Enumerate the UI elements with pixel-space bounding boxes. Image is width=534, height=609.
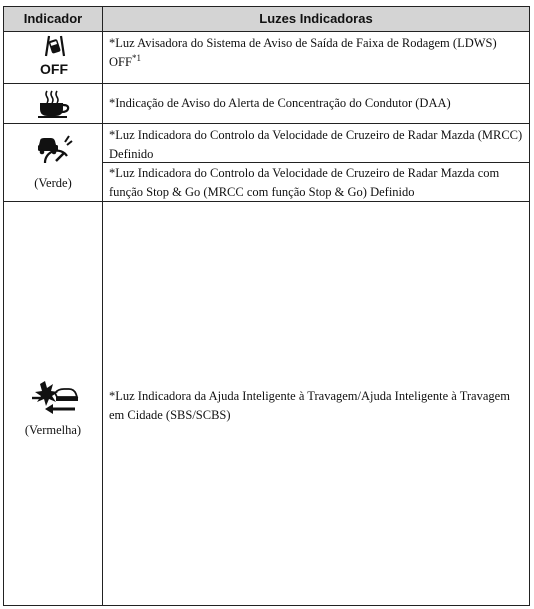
description-text: Indicação de Aviso do Alerta de Concentração do Condutor (DAA)	[115, 96, 451, 110]
description-text: Luz Indicadora da Ajuda Inteligente à Travagem/Ajuda Inteligente à Travagem em Cidade (SBS/SCBS)	[109, 389, 510, 422]
table-header	[4, 7, 529, 32]
svg-text:OFF: OFF	[40, 61, 68, 77]
indicator-cell	[4, 124, 103, 201]
coffee-cup-icon	[37, 89, 71, 119]
indicator-color-caption: (Verde)	[34, 176, 72, 190]
list-item	[103, 163, 529, 202]
radar-cruise-icon	[37, 134, 73, 164]
header-indicator: Indicador	[4, 7, 103, 31]
lane-departure-off-icon	[40, 34, 68, 78]
description-text: Luz Avisadora do Sistema de Aviso de Saída de Faixa de Rodagem (LDWS) OFF	[109, 36, 497, 69]
header-indicator-lights: Luzes Indicadoras	[259, 11, 373, 26]
smart-brake-support-icon	[31, 380, 79, 416]
indicator-cell	[4, 202, 103, 605]
indicator-cell	[4, 84, 103, 123]
indicator-cell	[4, 31, 103, 83]
asterisk-mark: *	[109, 128, 116, 142]
list-item	[103, 124, 529, 163]
description-cell	[103, 31, 529, 83]
table-row	[4, 84, 529, 124]
description-cell	[103, 124, 529, 201]
indicator-color-caption: (Vermelha)	[24, 423, 82, 437]
indicator-table	[3, 6, 530, 606]
description-cell	[103, 84, 529, 123]
asterisk-mark: *	[109, 96, 116, 110]
asterisk-mark: *	[109, 389, 116, 403]
description-text: Luz Indicadora do Controlo da Velocidade de Cruzeiro de Radar Mazda com função Stop & Go (MRCC com função Stop & Go) Definido	[109, 166, 500, 199]
table-row	[4, 202, 529, 605]
table-row	[4, 31, 529, 84]
asterisk-mark: *	[109, 166, 116, 180]
asterisk-mark: *	[109, 36, 116, 50]
description-text: Luz Indicadora do Controlo da Velocidade de Cruzeiro de Radar Mazda (MRCC) Definido	[109, 128, 523, 161]
footnote-mark: *1	[131, 52, 141, 63]
table-row	[4, 124, 529, 202]
description-cell	[103, 202, 529, 605]
